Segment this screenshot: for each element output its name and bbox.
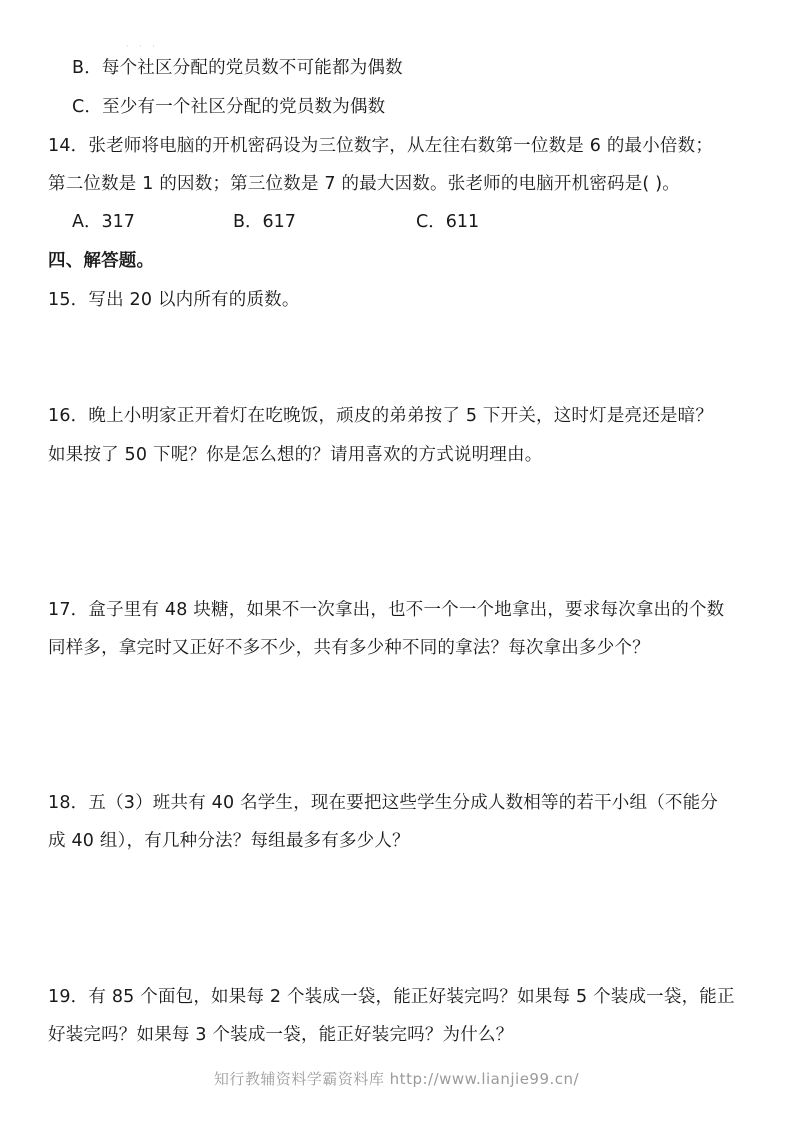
q15-text: 15．写出 20 以内所有的质数。 bbox=[48, 290, 300, 310]
q16-text-line2: 如果按了 50 下呢？你是怎么想的？请用喜欢的方式说明理由。 bbox=[48, 445, 543, 465]
q14-option-c: C．611 bbox=[416, 212, 480, 232]
q13-option-b: B．每个社区分配的党员数不可能都为偶数 bbox=[72, 58, 403, 78]
section-heading: 四、解答题。 bbox=[48, 251, 155, 271]
q14-option-b: B．617 bbox=[233, 212, 296, 232]
q18-text-line1: 18．五（3）班共有 40 名学生，现在要把这些学生分成人数相等的若干小组（不能分 bbox=[48, 793, 718, 813]
scan-specks: · · · bbox=[126, 42, 159, 51]
q19-text-line1: 19．有 85 个面包，如果每 2 个装成一袋，能正好装完吗？如果每 5 个装成一袋，能正 bbox=[48, 987, 735, 1007]
q14-text-line2: 第二位数是 1 的因数；第三位数是 7 的最大因数。张老师的电脑开机密码是( )。 bbox=[48, 174, 680, 194]
q17-text-line1: 17．盒子里有 48 块糖，如果不一次拿出，也不一个一个地拿出，要求每次拿出的个数 bbox=[48, 600, 725, 620]
q13-option-c: C．至少有一个社区分配的党员数为偶数 bbox=[72, 97, 386, 117]
q17-text-line2: 同样多，拿完时又正好不多不少，共有多少种不同的拿法？每次拿出多少个？ bbox=[48, 638, 650, 658]
q14-text-line1: 14．张老师将电脑的开机密码设为三位数字，从左往右数第一位数是 6 的最小倍数； bbox=[48, 136, 714, 156]
q19-text-line2: 好装完吗？如果每 3 个装成一袋，能正好装完吗？为什么？ bbox=[48, 1025, 514, 1045]
q18-text-line2: 成 40 组），有几种分法？每组最多有多少人？ bbox=[48, 831, 410, 851]
q14-option-a: A．317 bbox=[72, 212, 135, 232]
footer-watermark: 知行教辅资料学霸资料库 http://www.lianjie99.cn/ bbox=[213, 1070, 580, 1088]
q16-text-line1: 16．晚上小明家正开着灯在吃晚饭，顽皮的弟弟按了 5 下开关，这时灯是亮还是暗？ bbox=[48, 406, 714, 426]
